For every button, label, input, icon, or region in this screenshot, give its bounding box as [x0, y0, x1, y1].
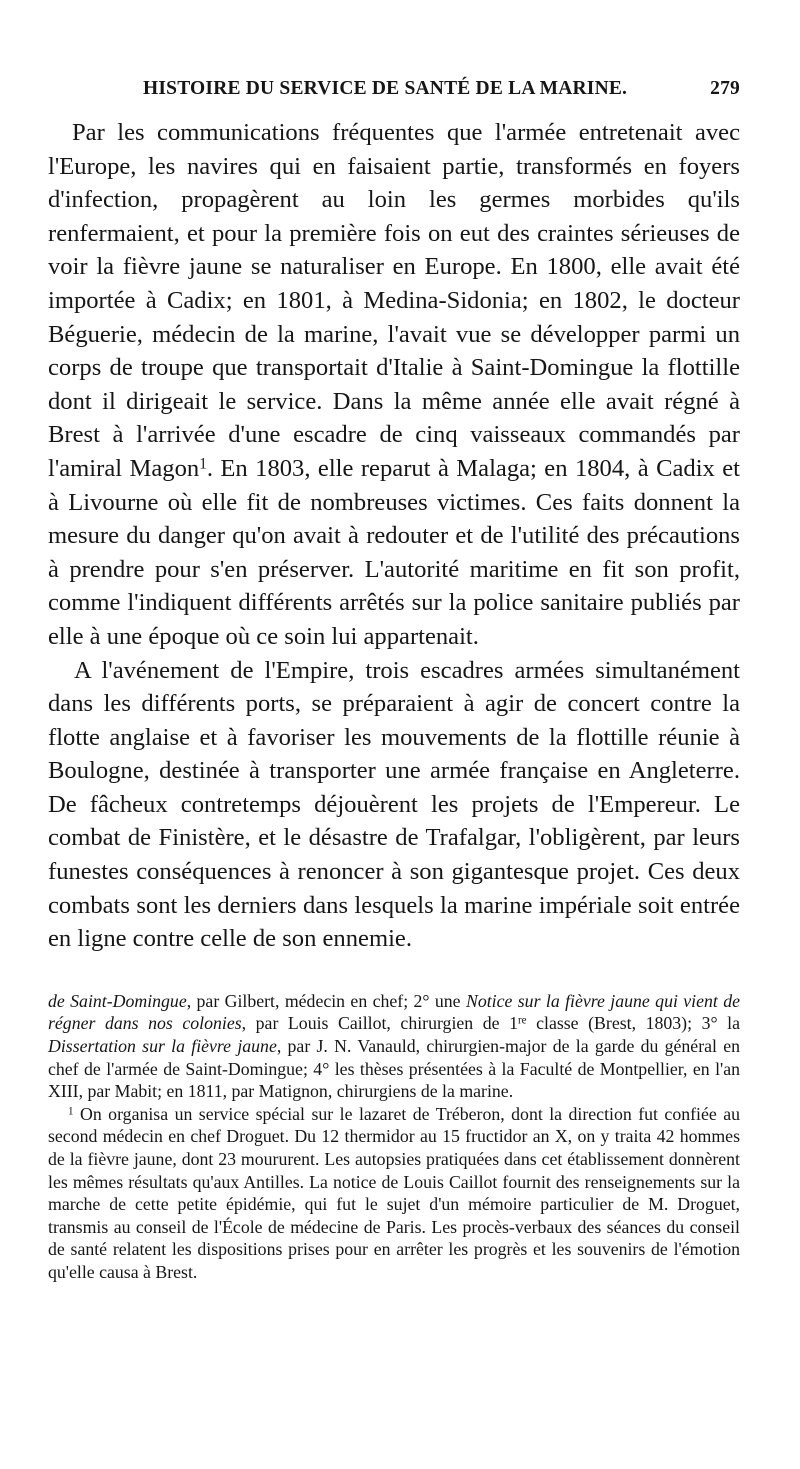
running-header: [48, 78, 740, 108]
footnote-text: classe (Brest, 1803); 3° la: [526, 1013, 740, 1034]
page-number: 279: [710, 78, 740, 99]
book-page: [48, 78, 740, 1284]
ordinal-superscript: re: [517, 1014, 527, 1027]
paragraph-text: . En 1803, elle reparut à Malaga; en 1804, à Cadix et à Livourne où elle fit de nombreuses victimes. Ces faits donnent la mesure du danger qu'on avait à redouter et de l'utilité des précautions à prendre pour s'en préserver. L'autorité maritime en fit son profit, comme l'indiquent différents arrêtés sur la police sanitaire publiés par elle à une époque où ce soin lui appartenait.: [48, 454, 741, 650]
footnote-text: On organisa un service spécial sur le lazaret de Tréberon, dont la direction fut confiée au second médecin en chef Droguet. Du 12 thermidor au 15 fructidor an X, on y traita 42 hommes de la fièvre jaune, dont 23 moururent. Les autopsies pratiquées dans cet établissement donnèrent les mêmes résultats qu'aux Antilles. La notice de Louis Caillot fournit des renseignements sur la marche de cette petite épidémie, qui fut le sujet d'un mémoire particulier de M. Droguet, transmis au conseil de l'École de médecine de Paris. Les procès-verbaux des séances du conseil de santé relatent les dispositions prises pour en arrêter les progrès et les souvenirs de l'émotion qu'elle causa à Brest.: [48, 1103, 740, 1282]
italic-title: de Saint-Domingue: [48, 990, 187, 1011]
paragraph: A l'avénement de l'Empire, trois escadres armées simultanément dans les différents ports, se préparaient à agir de concert contre la flotte anglaise et à favoriser les mouvements de la flottille réunie à Boulogne, destinée à transporter une armée française en Angleterre. De fâcheux contretemps déjouèrent les projets de l'Empereur. Le combat de Finistère, et le désastre de Trafalgar, l'obligèrent, par leurs funestes conséquences à renoncer à son gigantesque projet. Ces deux combats sont les derniers dans lesquels la marine impériale soit entrée en ligne contre celle de son ennemie.: [48, 656, 740, 953]
footnote-continuation: [48, 990, 740, 1103]
footnote-text: , par J. N. Vanauld, chirurgien-major de la garde du général en chef de l'armée de Saint-Domingue; 4° les thèses présentées à la Faculté de Montpellier, en l'an XIII, par Mabit; en 1811, par Matignon, chirurgiens de la marine.: [48, 1036, 740, 1102]
footnotes: [48, 990, 740, 1284]
paragraph-text: Par les communications fréquentes que l'armée entretenait avec l'Europe, les navires qui en faisaient partie, transformés en foyers d'infection, propagèrent au loin les germes morbides qu'ils renfermaient, et pour la première fois on eut des craintes sérieuses de voir la fièvre jaune se naturaliser en Europe. En 1800, elle avait été importée à Cadix; en 1801, à Medina-Sidonia; en 1802, le docteur Béguerie, médecin de la marine, l'avait vue se développer parmi un corps de troupe que transportait d'Italie à Saint-Domingue la flottille dont il dirigeait le service. Dans la même année elle avait régné à Brest à l'arrivée d'une escadre de cinq vaisseaux commandés par l'amiral Magon: [48, 119, 740, 482]
footnote-marker: 1: [199, 455, 207, 473]
footnote-number: 1: [68, 1105, 74, 1118]
italic-title: Dissertation sur la fièvre jaune: [48, 1036, 277, 1057]
main-text: [48, 116, 740, 956]
footnote-text: , par Gilbert, médecin en chef; 2° une: [186, 990, 466, 1011]
paragraph: [48, 116, 740, 654]
running-title: HISTOIRE DU SERVICE DE SANTÉ DE LA MARINE.: [143, 78, 628, 99]
footnote: [48, 1103, 740, 1284]
footnote-text: , par Louis Caillot, chirurgien de 1: [241, 1013, 518, 1034]
italic-title: Notice sur la fièvre jaune qui vient de régner dans nos colonies: [48, 990, 740, 1034]
